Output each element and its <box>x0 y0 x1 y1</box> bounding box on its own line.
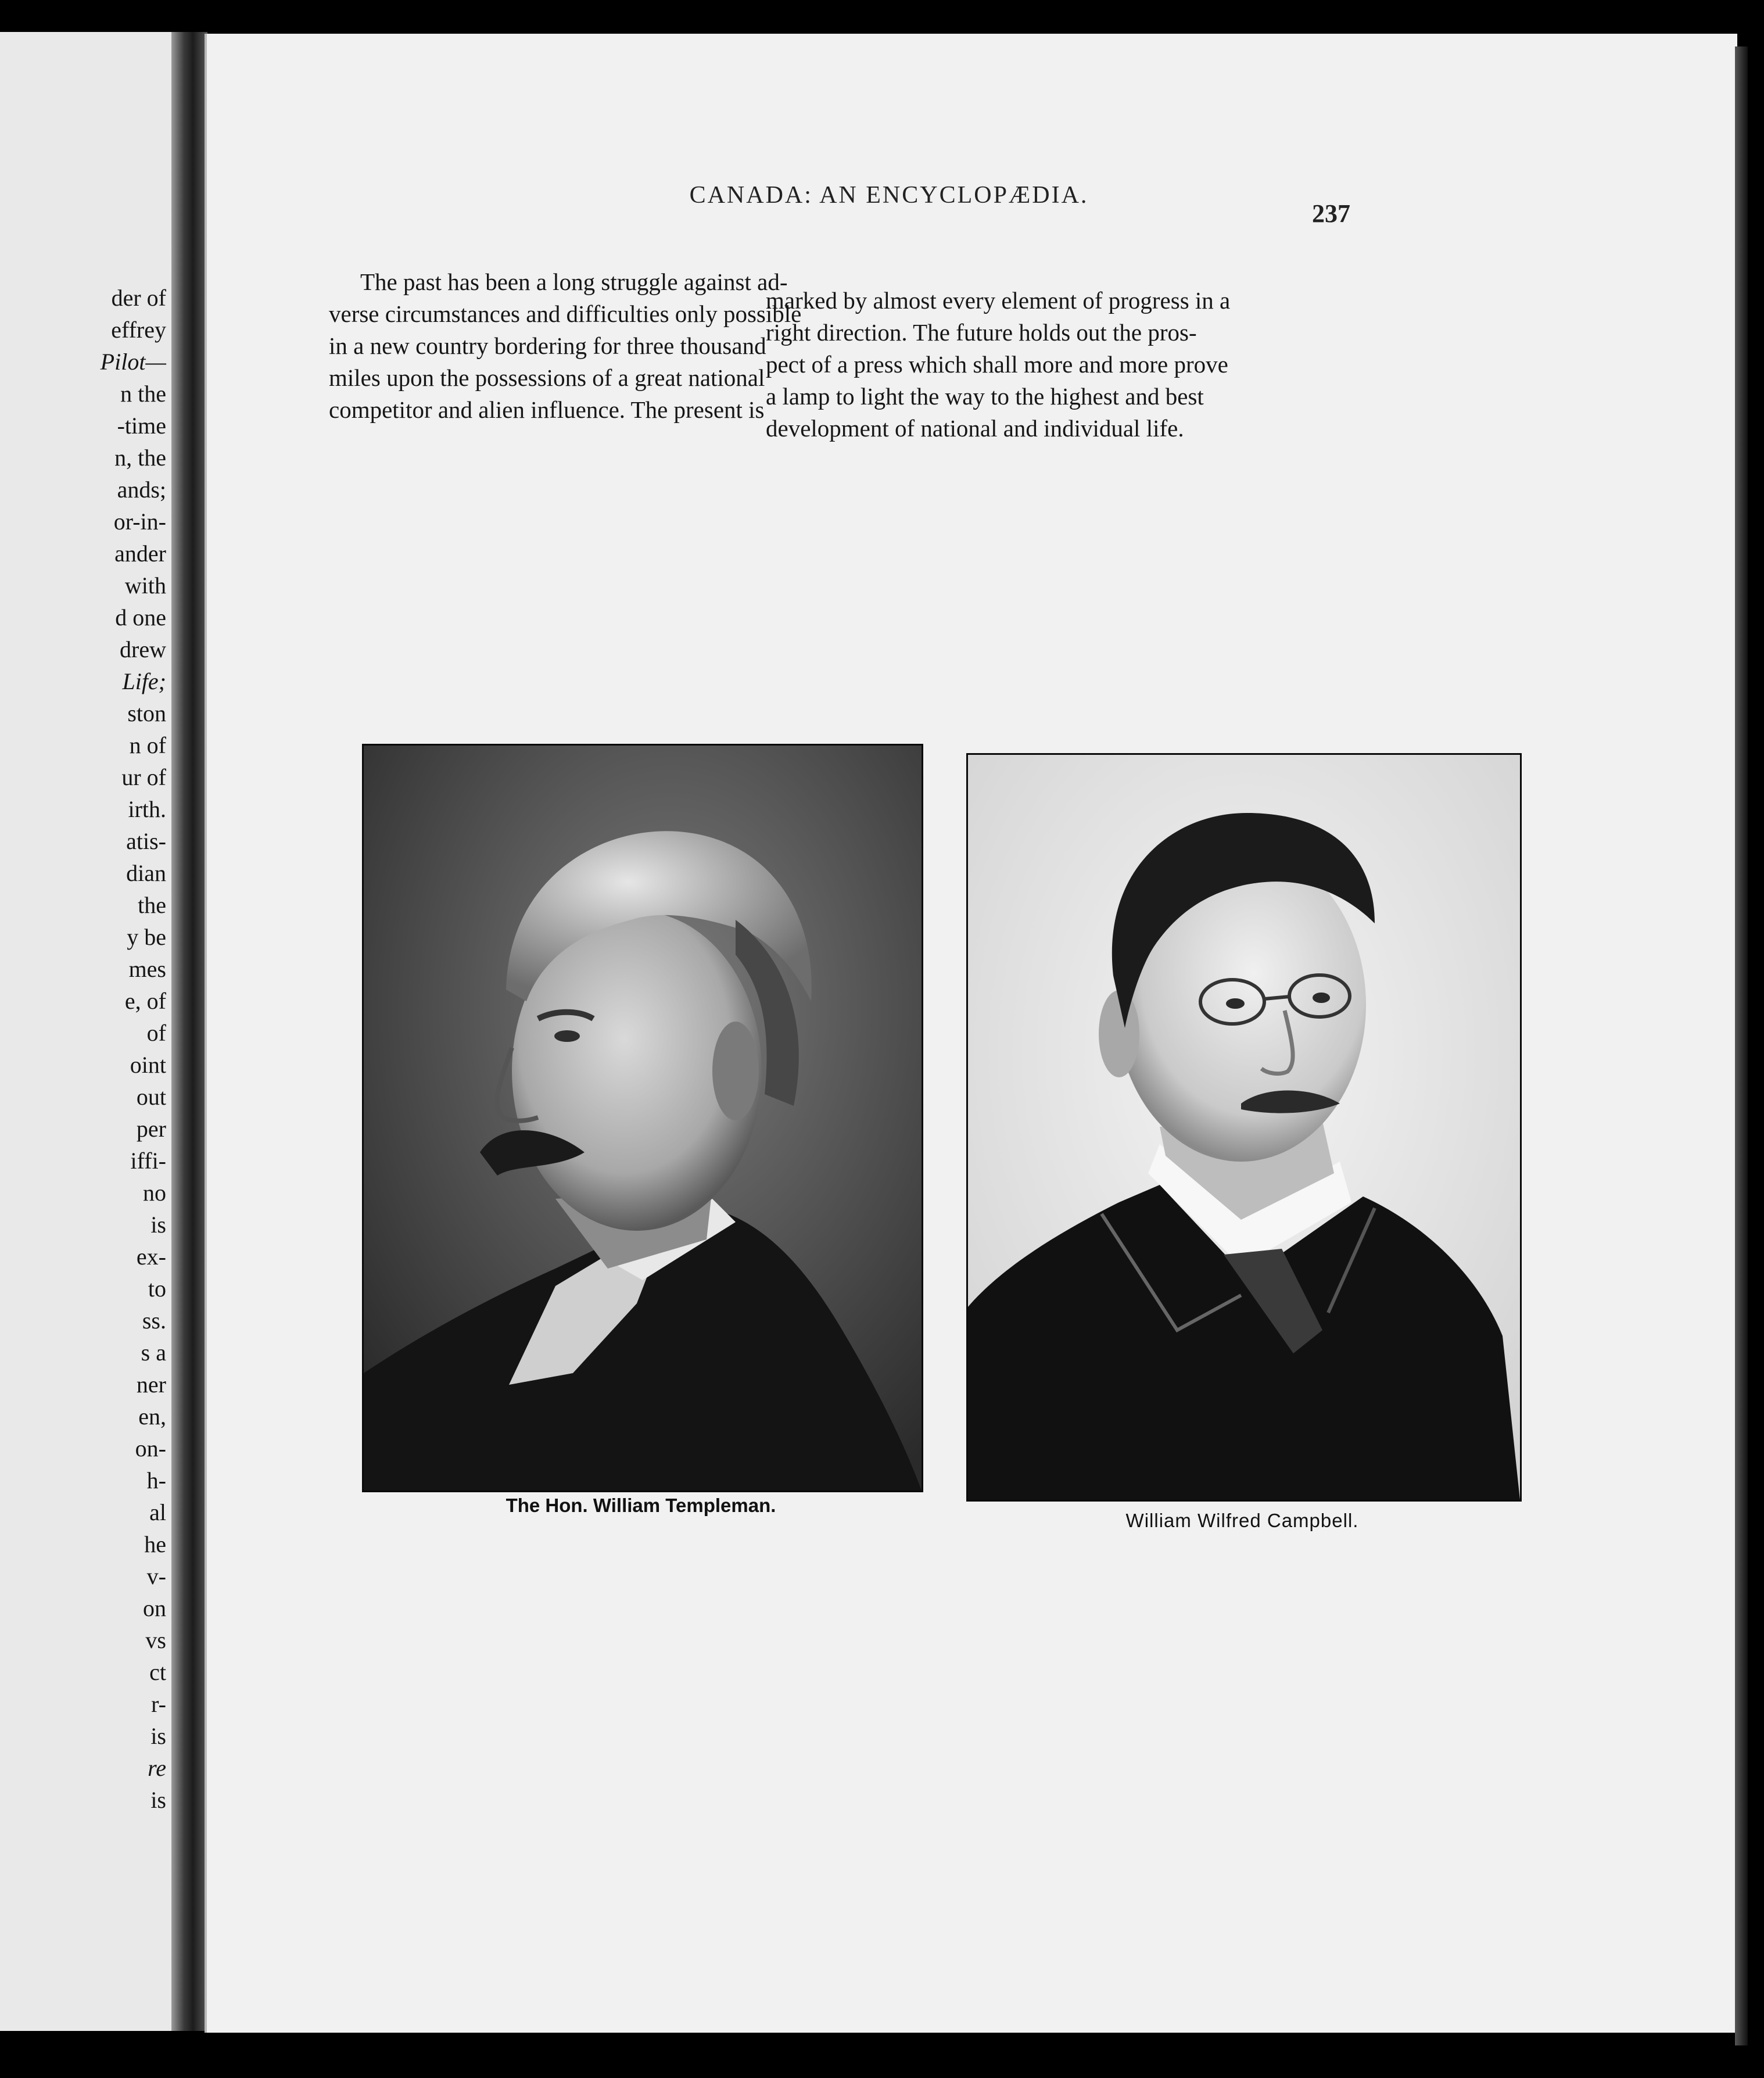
previous-page-line: is <box>150 1723 166 1749</box>
text-line: in a new country bordering for three thousand <box>329 332 766 359</box>
previous-page-line: dian <box>126 860 166 886</box>
previous-page-line: drew <box>120 636 166 662</box>
portrait-photo-campbell <box>966 753 1522 1502</box>
previous-page-line: on <box>143 1595 166 1621</box>
previous-page-line: atis- <box>126 828 166 854</box>
previous-page-line: al <box>149 1499 166 1525</box>
text-column-right <box>766 285 1556 445</box>
previous-page-line: per <box>136 1116 166 1142</box>
previous-page-line: on- <box>135 1435 166 1461</box>
previous-page-line: ct <box>149 1659 166 1685</box>
previous-page-line: y be <box>127 924 166 950</box>
previous-page <box>0 32 174 2031</box>
previous-page-line: out <box>136 1084 166 1110</box>
portrait-image <box>364 746 922 1491</box>
previous-page-line: to <box>148 1276 166 1302</box>
previous-page-line: s a <box>141 1339 166 1366</box>
previous-page-line: n of <box>129 732 166 758</box>
previous-page-line: or-in- <box>113 508 166 535</box>
text-line: verse circumstances and difficulties only possible <box>329 300 802 327</box>
previous-page-line: irth. <box>128 796 166 822</box>
previous-page-line: Life; <box>122 668 166 694</box>
previous-page-line: ands; <box>117 476 166 503</box>
previous-page-line: of <box>146 1020 166 1046</box>
previous-page-line: ss. <box>142 1307 166 1334</box>
page-number: 237 <box>1312 199 1350 228</box>
running-head: CANADA: AN ENCYCLOPÆDIA. <box>689 182 1089 209</box>
previous-page-line: no <box>143 1180 166 1206</box>
previous-page-line: ston <box>127 700 166 726</box>
previous-page-line: the <box>138 892 166 918</box>
previous-page-line: n the <box>120 381 166 407</box>
previous-page-line: mes <box>128 956 166 982</box>
previous-page-line: r- <box>151 1691 166 1717</box>
text-line: a lamp to light the way to the highest and best <box>766 383 1204 410</box>
previous-page-line: re <box>148 1755 166 1781</box>
previous-page-line: with <box>124 572 166 599</box>
previous-page-line: ex- <box>136 1244 166 1270</box>
previous-page-line: effrey <box>111 317 166 343</box>
caption-templeman: The Hon. William Templeman. <box>505 1495 776 1516</box>
previous-page-line: Pilot— <box>100 349 166 375</box>
previous-page-line: he <box>144 1531 166 1557</box>
previous-page-line: der of <box>111 285 166 311</box>
previous-page-line: d one <box>115 604 166 630</box>
previous-page-line: iffi- <box>130 1148 166 1174</box>
text-line: The past has been a long struggle against ad- <box>360 268 788 295</box>
previous-page-line: ur of <box>121 764 166 790</box>
text-line: pect of a press which shall more and more prove <box>766 351 1228 378</box>
previous-page-line: ner <box>136 1371 166 1398</box>
previous-page-line: is <box>150 1787 166 1813</box>
previous-page-line: v- <box>146 1563 166 1589</box>
previous-page-line: vs <box>145 1627 166 1653</box>
previous-page-line: n, the <box>114 445 166 471</box>
previous-page-text <box>9 282 166 1816</box>
previous-page-line: ander <box>114 540 166 567</box>
portrait-photo-templeman <box>362 744 923 1492</box>
portrait-image <box>968 755 1520 1500</box>
previous-page-line: -time <box>117 413 166 439</box>
previous-page-line: en, <box>138 1403 166 1429</box>
page-edge <box>1735 46 1748 2045</box>
book-gutter <box>171 32 207 2031</box>
text-line: development of national and individual life. <box>766 415 1184 442</box>
previous-page-line: e, of <box>124 988 166 1014</box>
caption-campbell: William Wilfred Campbell. <box>1125 1510 1359 1531</box>
previous-page-line: h- <box>146 1467 166 1493</box>
text-line: miles upon the possessions of a great national <box>329 364 765 391</box>
text-line: competitor and alien influence. The present is <box>329 396 765 423</box>
text-line: right direction. The future holds out the pros- <box>766 319 1197 346</box>
previous-page-line: oint <box>130 1052 166 1078</box>
text-line: marked by almost every element of progress in a <box>766 287 1231 314</box>
previous-page-line: is <box>150 1212 166 1238</box>
